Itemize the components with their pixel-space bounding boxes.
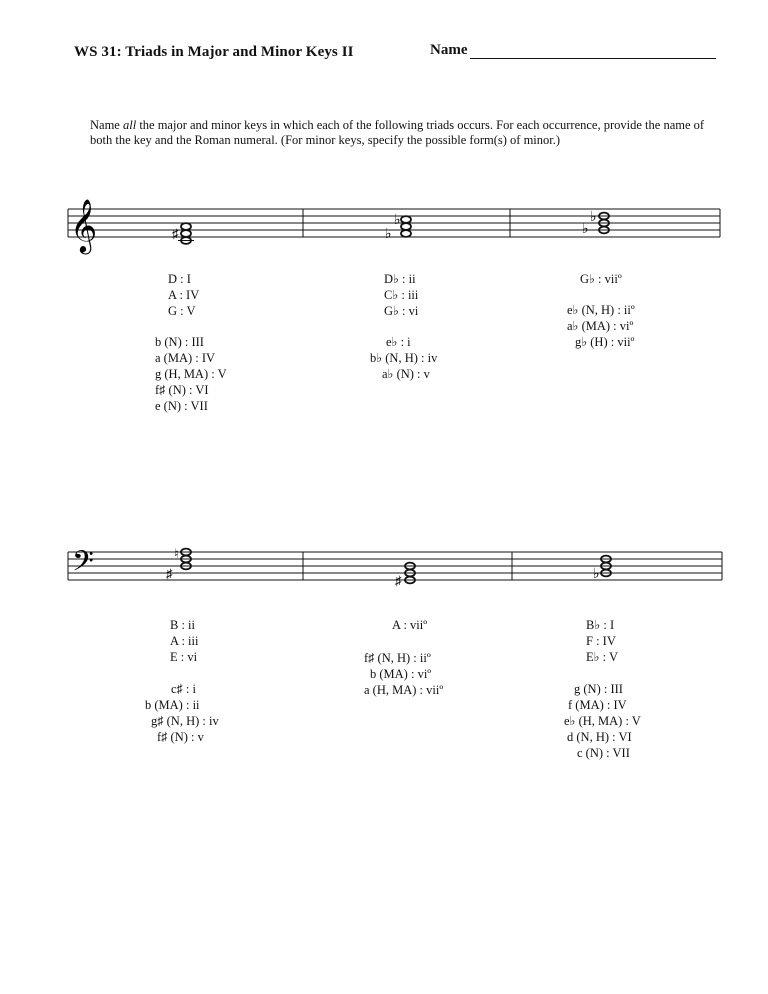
bass-clef-icon: 𝄢 bbox=[72, 545, 94, 585]
answer-item: E♭ : V bbox=[586, 650, 619, 664]
answer-item: g♯ (N, H) : iv bbox=[151, 714, 219, 728]
answer-item: F : IV bbox=[586, 634, 616, 648]
note-head bbox=[181, 223, 191, 230]
instructions-emphasis: all bbox=[122, 118, 137, 132]
instructions bbox=[90, 118, 710, 148]
note-head bbox=[401, 216, 411, 223]
answer-list-5-minor bbox=[364, 650, 443, 698]
answer-item: E : vi bbox=[170, 650, 198, 664]
answer-item: b (N) : III bbox=[155, 335, 204, 349]
flat-icon: ♭ bbox=[582, 222, 589, 237]
answer-item: d (N, H) : VI bbox=[567, 730, 632, 744]
answer-list-1 bbox=[168, 271, 199, 319]
answer-list-2-minor bbox=[370, 334, 437, 382]
answer-list-3-minor bbox=[567, 302, 635, 350]
answer-item: b♭ (N, H) : iv bbox=[370, 351, 438, 365]
sharp-icon: ♯ bbox=[172, 226, 179, 241]
answer-list-5 bbox=[392, 617, 427, 633]
answer-item: b (MA) : ii bbox=[145, 698, 200, 712]
note-head bbox=[401, 223, 411, 230]
answer-item: e♭ (N, H) : iiº bbox=[567, 303, 635, 317]
instructions-pre: Name bbox=[90, 118, 123, 132]
answer-item: e♭ : i bbox=[386, 335, 411, 349]
answer-item: A : viiº bbox=[392, 618, 428, 632]
answer-item: a♭ (N) : v bbox=[382, 367, 430, 381]
name-field-line[interactable] bbox=[470, 58, 716, 59]
answer-list-2 bbox=[384, 271, 418, 319]
answer-item: G♭ : vi bbox=[384, 304, 419, 318]
answer-list-6-minor bbox=[564, 681, 641, 761]
answer-item: a (MA) : IV bbox=[155, 351, 216, 365]
answer-item: f♯ (N) : VI bbox=[155, 383, 209, 397]
answer-item: B : ii bbox=[170, 618, 196, 632]
answer-item: G : V bbox=[168, 304, 196, 318]
chord-d-major bbox=[172, 223, 194, 244]
answer-item: e (N) : VII bbox=[155, 399, 208, 413]
answer-list-3 bbox=[580, 271, 622, 287]
answer-list-1-minor bbox=[155, 334, 227, 414]
answer-item: f♯ (N) : v bbox=[157, 730, 204, 744]
treble-clef-icon: 𝄞 bbox=[70, 198, 98, 252]
answer-item: f (MA) : IV bbox=[568, 698, 627, 712]
chord-b-flat-major bbox=[593, 556, 611, 582]
answer-item: G♭ : viiº bbox=[580, 272, 622, 286]
answer-item: g♭ (H) : viiº bbox=[575, 335, 635, 349]
answer-item: a♭ (MA) : viº bbox=[567, 319, 634, 333]
answer-item: f♯ (N, H) : iiº bbox=[364, 651, 431, 665]
sharp-icon: ♯ bbox=[395, 573, 402, 588]
answer-list-6 bbox=[586, 617, 618, 665]
answer-item: c♯ : i bbox=[171, 682, 196, 696]
answer-item: e♭ (H, MA) : V bbox=[564, 714, 641, 728]
answer-item: D : I bbox=[168, 272, 191, 286]
note-head bbox=[401, 230, 411, 237]
answer-item: B♭ : I bbox=[586, 618, 615, 632]
flat-icon: ♭ bbox=[385, 227, 392, 242]
answer-item: A : IV bbox=[168, 288, 200, 302]
page-title: WS 31: Triads in Major and Minor Keys II bbox=[74, 44, 354, 60]
answer-item: g (H, MA) : V bbox=[155, 367, 227, 381]
answer-item: g (N) : III bbox=[574, 682, 623, 696]
sharp-icon: ♯ bbox=[166, 566, 173, 581]
answer-list-4-minor bbox=[145, 681, 219, 745]
flat-icon: ♭ bbox=[590, 210, 597, 225]
flat-icon: ♭ bbox=[394, 213, 401, 228]
answer-item: c (N) : VII bbox=[577, 746, 630, 760]
treble-staff bbox=[0, 195, 768, 265]
flat-icon: ♭ bbox=[593, 567, 600, 582]
answer-list-4 bbox=[170, 617, 198, 665]
instructions-post: the major and minor keys in which each of the following triads occurs. For each occurrence, provide the name of both the key and the Roman numeral. (For minor keys, specify the possible form(s) of minor.) bbox=[90, 118, 705, 147]
bass-staff bbox=[0, 538, 768, 598]
answer-item: A : iii bbox=[170, 634, 199, 648]
answer-item: D♭ : ii bbox=[384, 272, 416, 286]
chord-d-flat-major bbox=[385, 213, 411, 242]
natural-icon: ♮ bbox=[174, 546, 179, 561]
chord-c-sharp-minor bbox=[166, 546, 191, 581]
answer-item: C♭ : iii bbox=[384, 288, 419, 302]
answer-item: a (H, MA) : viiº bbox=[364, 683, 444, 697]
note-head bbox=[181, 230, 191, 237]
name-label: Name bbox=[430, 42, 468, 58]
answer-item: b (MA) : viº bbox=[370, 667, 432, 681]
